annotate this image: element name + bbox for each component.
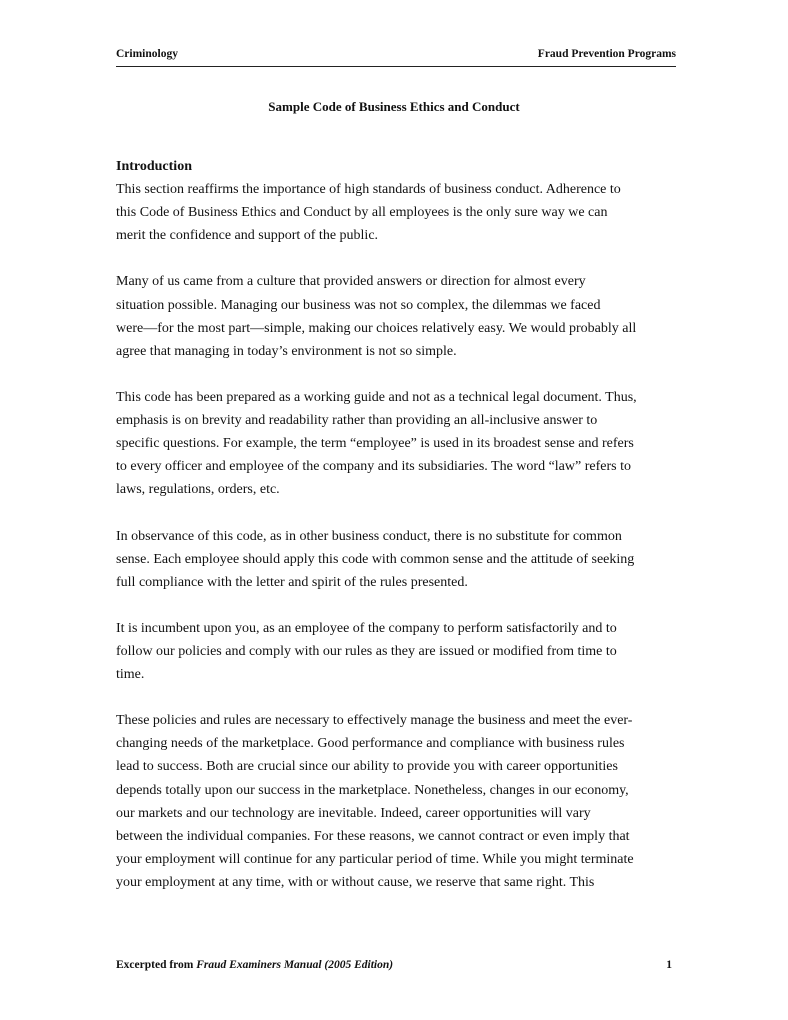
text-line: changing needs of the marketplace. Good performance and compliance with business rules <box>116 736 625 752</box>
paragraph-1 <box>116 178 676 247</box>
text-line: depends totally upon our success in the marketplace. Nonetheless, changes in our economy, <box>116 782 629 798</box>
paragraph-5 <box>116 617 676 686</box>
paragraph-2 <box>116 270 676 362</box>
section-heading: Introduction <box>116 159 192 174</box>
document-body <box>116 155 676 917</box>
paragraph-3 <box>116 386 676 501</box>
document-title: Sample Code of Business Ethics and Conduct <box>268 99 520 114</box>
text-line: In observance of this code, as in other business conduct, there is no substitute for common <box>116 528 622 544</box>
text-line: This section reaffirms the importance of high standards of business conduct. Adherence to <box>116 182 621 198</box>
text-line: emphasis is on brevity and readability rather than providing an all-inclusive answer to <box>116 413 598 429</box>
page-number: 1 <box>666 959 672 971</box>
text-line: This code has been prepared as a working guide and not as a technical legal document. Thus, <box>116 389 637 405</box>
text-line: These policies and rules are necessary to effectively manage the business and meet the ever- <box>116 713 633 729</box>
text-line: follow our policies and comply with our rules as they are issued or modified from time to <box>116 643 617 659</box>
text-line: laws, regulations, orders, etc. <box>116 482 280 498</box>
text-line: between the individual companies. For these reasons, we cannot contract or even imply that <box>116 828 630 844</box>
text-line: agree that managing in today’s environment is not so simple. <box>116 343 457 359</box>
text-line: to every officer and employee of the company and its subsidiaries. The word “law” refers to <box>116 459 631 475</box>
text-line: time. <box>116 667 145 683</box>
paragraph-4 <box>116 525 676 594</box>
text-line: situation possible. Managing our business was not so complex, the dilemmas we faced <box>116 297 601 313</box>
text-line: your employment will continue for any particular period of time. While you might terminate <box>116 851 634 867</box>
text-line: lead to success. Both are crucial since our ability to provide you with career opportunities <box>116 759 618 775</box>
paragraph-6 <box>116 709 676 894</box>
header-right: Fraud Prevention Programs <box>537 48 676 60</box>
text-line: your employment at any time, with or without cause, we reserve that same right. This <box>116 874 595 890</box>
text-line: this Code of Business Ethics and Conduct by all employees is the only sure way we can <box>116 205 608 221</box>
text-line: merit the confidence and support of the public. <box>116 228 379 244</box>
footer-book-title: Fraud Examiners Manual (2005 Edition) <box>196 959 394 971</box>
text-line: Many of us came from a culture that provided answers or direction for almost every <box>116 274 586 290</box>
text-line: It is incumbent upon you, as an employee of the company to perform satisfactorily and to <box>116 620 617 636</box>
text-line: our markets and our technology are inevitable. Indeed, career opportunities will vary <box>116 805 591 821</box>
text-line: sense. Each employee should apply this code with common sense and the attitude of seeking <box>116 551 635 567</box>
footer-source <box>116 959 393 971</box>
running-header <box>116 48 676 67</box>
text-line: full compliance with the letter and spirit of the rules presented. <box>116 574 468 590</box>
running-footer <box>116 959 672 971</box>
text-line: specific questions. For example, the term “employee” is used in its broadest sense and refers <box>116 436 634 452</box>
header-left: Criminology <box>116 48 178 60</box>
footer-prefix: Excerpted from <box>116 959 194 971</box>
text-line: were—for the most part—simple, making our choices relatively easy. We would probably all <box>116 320 637 336</box>
